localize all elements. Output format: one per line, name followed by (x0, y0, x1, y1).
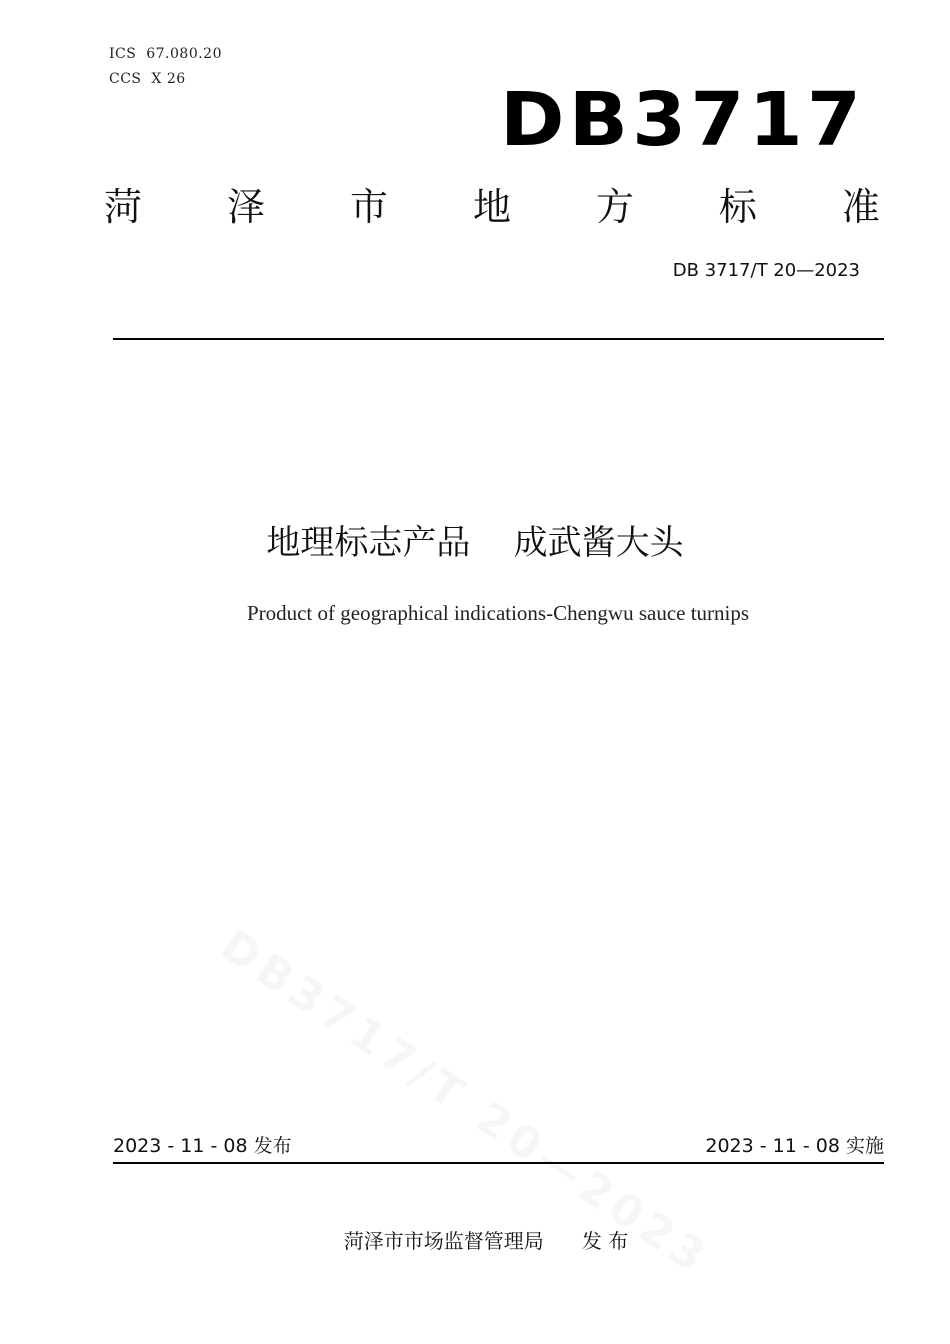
standard-type-char: 地 (472, 185, 511, 229)
standard-type-char: 市 (349, 185, 388, 229)
standard-type-char: 泽 (226, 185, 265, 229)
standard-number: DB 3717/T 20—2023 (672, 260, 860, 281)
bottom-divider (113, 1162, 884, 1164)
ics-code: ICS 67.080.20 (109, 46, 222, 62)
standard-type-char: 标 (718, 185, 757, 229)
standard-type-title (104, 182, 880, 232)
document-title-en: Product of geographical indications-Chengwu sauce turnips (246, 601, 750, 625)
publish-date: 2023 - 11 - 08 发布 (113, 1135, 292, 1157)
standard-type-char: 方 (595, 185, 634, 229)
top-divider (113, 338, 884, 340)
watermark (211, 920, 704, 1275)
standard-type-char: 菏 (104, 185, 143, 229)
document-title-cn: 地理标志产品 成武酱大头 (266, 523, 684, 563)
ccs-code: CCS X 26 (109, 71, 186, 87)
implement-date: 2023 - 11 - 08 实施 (705, 1135, 884, 1157)
publisher: 菏泽市市场监督管理局 发 布 (343, 1229, 629, 1253)
db-logo: DB3717 (500, 77, 866, 163)
standard-type-char: 准 (841, 185, 880, 229)
